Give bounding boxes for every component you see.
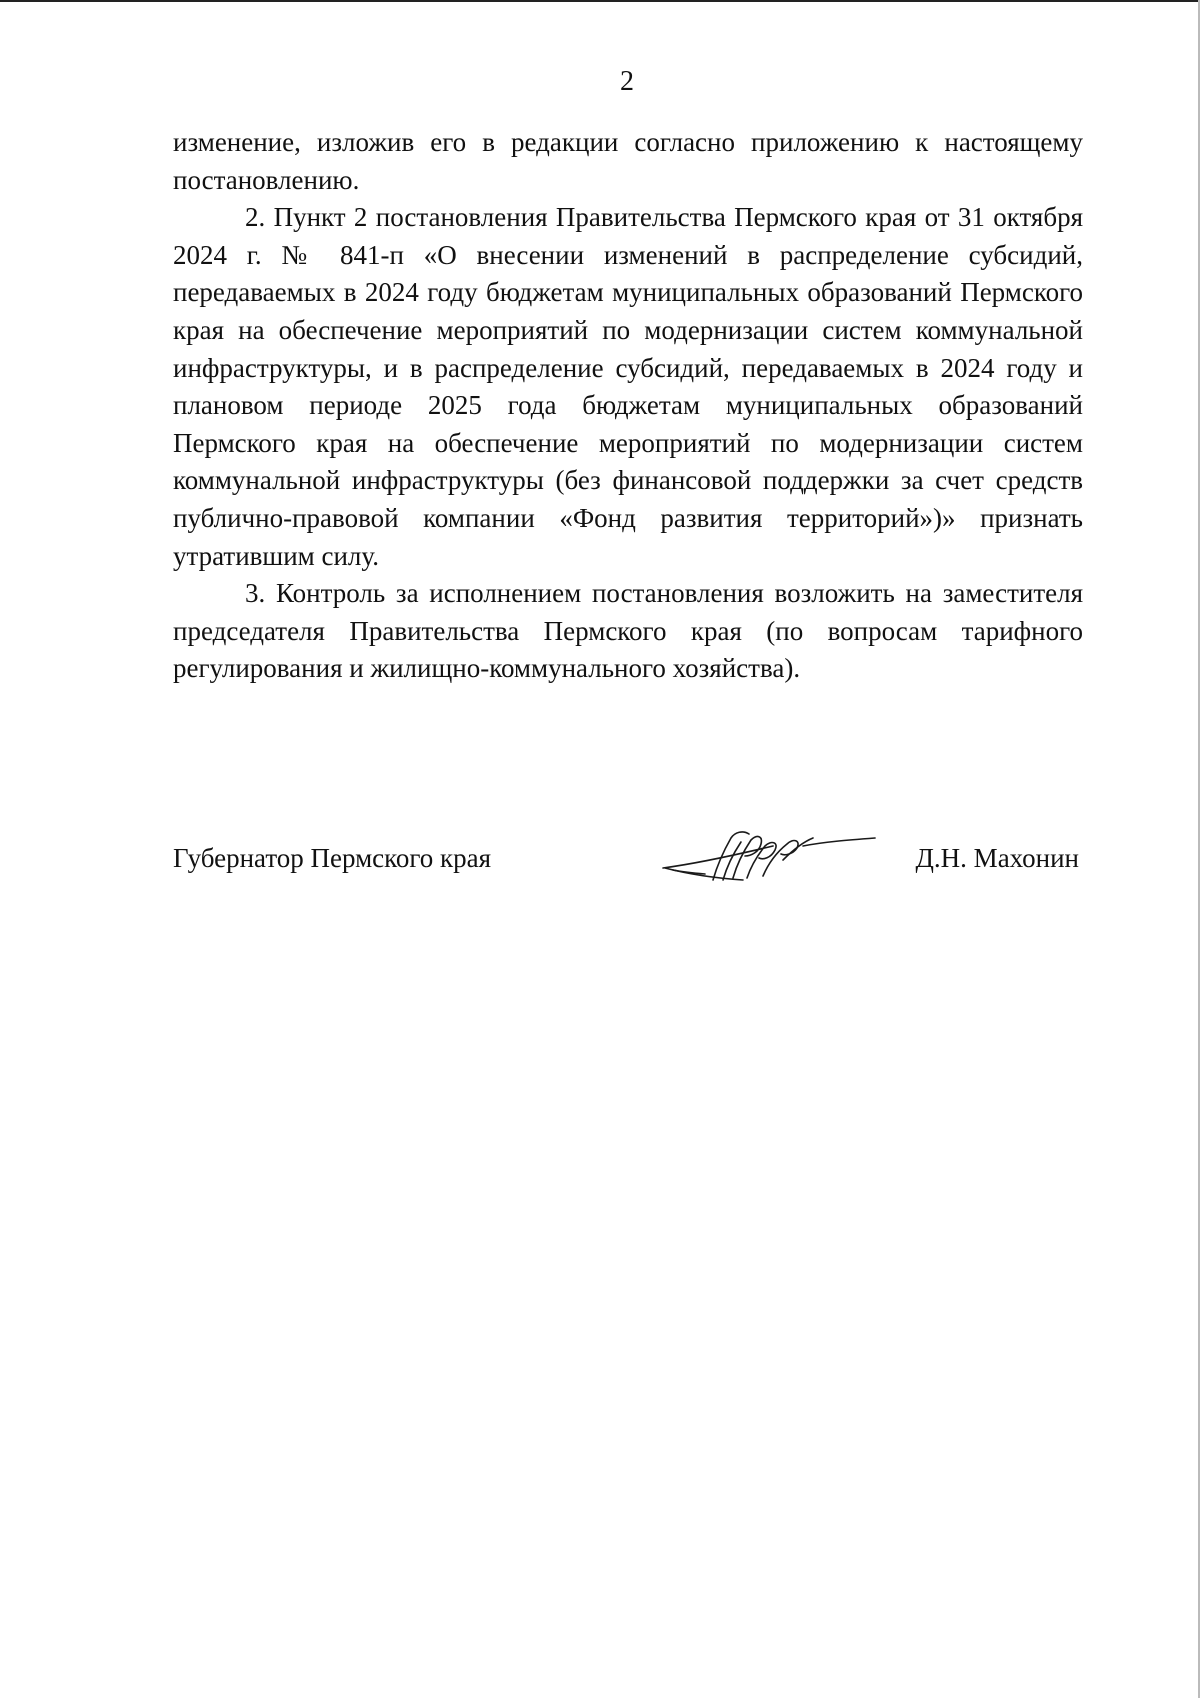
signature-block xyxy=(173,840,1083,900)
paragraph-item-2: 2. Пункт 2 постановления Правительства Пермского края от 31 октября 2024 г. № 841-п «О внесении изменений в распределение субсидий, передаваемых в 2024 году бюджетам муниципальных образований Пермского края на обеспечение мероприятий по модернизации систем коммунальной инфраструктуры, и в распределение субсидий, передаваемых в 2024 году и плановом периоде 2025 года бюджетам муниципальных образований Пермского края на обеспечение мероприятий по модернизации систем коммунальной инфраструктуры (без финансовой поддержки за счет средств публично-правовой компании «Фонд развития территорий»)» признать утратившим силу. xyxy=(173,202,1083,571)
handwritten-signature xyxy=(653,816,883,896)
signatory-position: Губернатор Пермского края xyxy=(173,843,492,873)
document-body xyxy=(173,124,1083,688)
paragraph-item-3: 3. Контроль за исполнением постановления возложить на заместителя председателя Правительства Пермского края (по вопросам тарифного регулирования и жилищно-коммунального хозяйства). xyxy=(173,578,1083,684)
page-number: 2 xyxy=(620,66,634,97)
scan-edge-top xyxy=(0,0,1200,2)
signatory-name: Д.Н. Махонин xyxy=(915,843,1079,873)
paragraph-continuation: изменение, изложив его в редакции согласно приложению к настоящему постановлению. xyxy=(173,127,1083,195)
